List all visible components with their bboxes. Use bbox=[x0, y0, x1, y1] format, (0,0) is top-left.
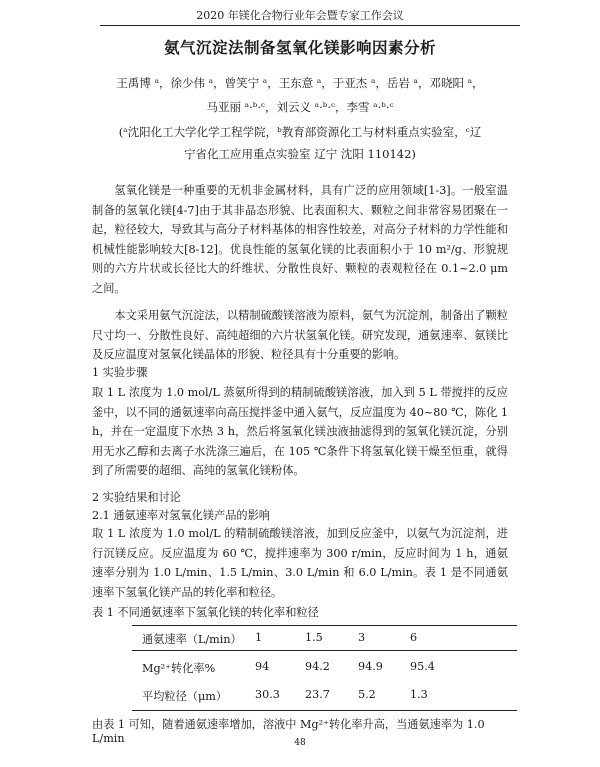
table-row-label: 通氨速率（L/min） bbox=[142, 633, 242, 646]
table-mid-rule bbox=[132, 650, 517, 651]
section-2-1-body bbox=[92, 524, 508, 602]
table-row-label: 平均粒径（μm） bbox=[142, 690, 228, 703]
table-cell: 30.3 bbox=[255, 688, 280, 701]
running-header: 2020 年镁化合物行业年会暨专家工作会议 bbox=[196, 9, 404, 22]
table-cell: 94 bbox=[255, 660, 270, 673]
intro-section bbox=[92, 181, 508, 365]
table-cell: 5.2 bbox=[358, 688, 376, 701]
section-2-1-heading: 2.1 通氨速率对氢氧化镁产品的影响 bbox=[92, 509, 270, 522]
table-cell: 1.5 bbox=[305, 631, 323, 644]
table-cell: 6 bbox=[410, 631, 418, 644]
table-cell: 94.9 bbox=[358, 660, 383, 673]
affiliation-line-2: 宁省化工应用重点实验室 辽宁 沈阳 110142) bbox=[184, 147, 416, 161]
table-top-rule bbox=[132, 625, 517, 626]
section-2-heading: 2 实验结果和讨论 bbox=[92, 491, 181, 504]
table-bottom-rule bbox=[132, 710, 517, 711]
table-row-label: Mg²⁺转化率% bbox=[142, 662, 216, 675]
table-cell: 1 bbox=[255, 631, 263, 644]
section-1-heading: 1 实验步骤 bbox=[92, 366, 148, 379]
section-2-1-paragraph: 取 1 L 浓度为 1.0 mol/L 的精制硫酸镁溶液，加到反应釜中，以氨气为沉淀剂，进行沉镁反应。反应温度为 60 ℃，搅拌速率为 300 r/min，反应时间为 1 h，通氨速率分别为 1.0 L/min、1.5 L/min、3.0 L/min 和 6.0 L/min。表 1 是不同通氨速率下氢氧化镁产品的转化率和粒径。 bbox=[92, 527, 508, 599]
table-cell: 3 bbox=[358, 631, 366, 644]
table-caption: 表 1 不同通氨速率下氢氧化镁的转化率和粒径 bbox=[92, 606, 319, 619]
table-cell: 1.3 bbox=[410, 688, 428, 701]
page-number: 48 bbox=[294, 738, 306, 748]
table-cell: 95.4 bbox=[410, 660, 435, 673]
closing-line: 由表 1 可知，随着通氨速率增加，溶液中 Mg²⁺转化率升高，当通氨速率为 1.0 L/min bbox=[92, 718, 485, 745]
paper-title: 氨气沉淀法制备氢氧化镁影响因素分析 bbox=[163, 39, 436, 57]
header-rule bbox=[100, 25, 520, 26]
table-cell: 23.7 bbox=[305, 688, 330, 701]
intro-paragraph-1: 氢氧化镁是一种重要的无机非金属材料，具有广泛的应用领域[1-3]。一般室温制备的氢氧化镁[4-7]由于其非晶态形貌、比表面积大、颗粒之间非常容易团聚在一起，粒径较大，导致其与高分子材料基体的相容性较差，对高分子材料的力学性能和机械性能影响较大[8-12]。优良性能的氢氧化镁的比表面积小于 10 m²/g、形貌规则的六方片状或长径比大的纤维状、分散性良好、颗粒的表观粒径在 0.1~2.0 μm 之间。 bbox=[92, 184, 508, 295]
authors-line-2: 马亚丽 ᵃ·ᵇ·ᶜ，刘云义 ᵃ·ᵇ·ᶜ，李雪 ᵃ·ᵇ·ᶜ bbox=[206, 100, 394, 114]
intro-paragraph-2: 本文采用氨气沉淀法，以精制硫酸镁溶液为原料，氨气为沉淀剂，制备出了颗粒尺寸均一、分散性良好、高纯超细的六片状氢氧化镁。研究发现，通氨速率、氨镁比及反应温度对氢氧化镁晶体的形貌、粒径具有十分重要的影响。 bbox=[92, 309, 508, 361]
section-1-body bbox=[92, 383, 508, 481]
table-cell: 94.2 bbox=[305, 660, 330, 673]
section-1-paragraph: 取 1 L 浓度为 1.0 mol/L 蒸氨所得到的精制硫酸镁溶液，加入到 5 L 带搅拌的反应釜中，以不同的通氨速率向高压搅拌釜中通入氨气，反应温度为 40~80 ℃，陈化 1 h，并在一定温度下水热 3 h，然后将氢氧化镁浊液抽滤得到的氢氧化镁沉淀，分别用无水乙醇和去离子水洗涤三遍后，在 105 ℃条件下将氢氧化镁干燥至恒重，就得到了所需要的超细、高纯的氢氧化镁粉体。 bbox=[92, 386, 508, 477]
authors-line-1: 王禹博 ᵃ，徐少伟 ᵃ，曾笑宁 ᵃ，王东意 ᵃ，于亚杰 ᵃ，岳岩 ᵃ，邓晓阳 ᵃ， bbox=[116, 76, 484, 90]
affiliation-line-1: (ᵃ沈阳化工大学化学工程学院，ᵇ教育部资源化工与材料重点实验室，ᶜ辽 bbox=[118, 125, 482, 139]
